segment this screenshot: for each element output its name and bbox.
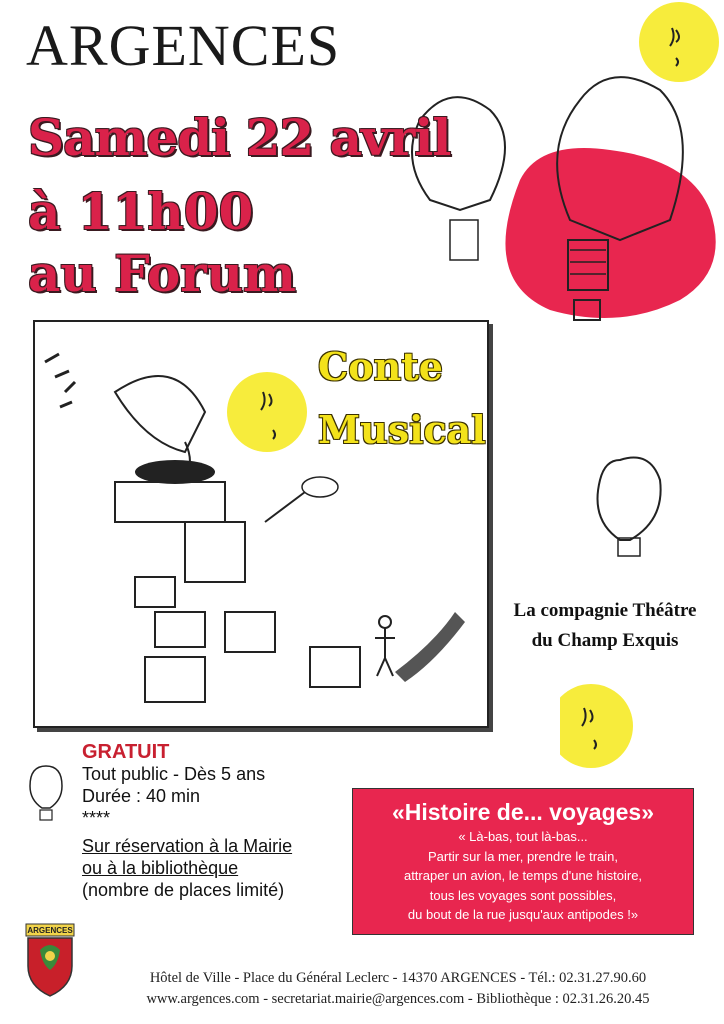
story-title: «Histoire de... voyages» [391,799,655,825]
audience-label: Tout public - Dès 5 ans [82,764,266,784]
yellow-balloon-icon [560,684,633,768]
places-note: (nombre de places limité) [82,880,285,900]
story-line: Partir sur la mer, prendre le train, [427,848,619,864]
event-time: à 11h00 [28,182,254,241]
story-line: tous les voyages sont possibles, [429,887,617,903]
event-info [82,741,342,901]
reservation-line2: ou à la bibliothèque [82,858,239,878]
footer-contacts: www.argences.com - secretariat.mairie@argences.com - Bibliothèque : 02.31.26.20.45 [146,991,650,1007]
event-place: au Forum [28,244,296,303]
yellow-balloon-icon [639,2,719,82]
show-title-line2: Musical [318,407,486,452]
story-line: « Là-bas, tout là-bas... [458,829,588,844]
company-credit [490,596,720,656]
story-line: du bout de la rue jusqu'aux antipodes !» [407,907,639,922]
event-date: Samedi 22 avril [28,108,451,167]
town-title: ARGENCES [26,13,341,78]
company-line1: La compagnie Théâtre [513,600,697,621]
balloon-icon [598,458,661,541]
story-line: attraper un avion, le temps d'une histoire, [403,868,643,883]
story-box [352,788,694,935]
red-blob-icon [505,148,715,318]
show-title-line1: Conte [318,344,443,389]
footer-address: Hôtel de Ville - Place du Général Leclerc - 14370 ARGENCES - Tél.: 02.31.27.90.60 [149,970,647,986]
balloons-decoration [380,0,724,340]
company-line2: du Champ Exquis [531,630,679,651]
reservation-line1: Sur réservation à la Mairie [82,836,293,856]
balloon-icon [26,762,66,822]
price-label: GRATUIT [82,741,170,763]
duration-label: Durée : 40 min [82,786,201,806]
crest-label: ARGENCES [27,926,73,935]
yellow-balloon-icon [227,372,307,452]
separator: **** [82,808,111,828]
